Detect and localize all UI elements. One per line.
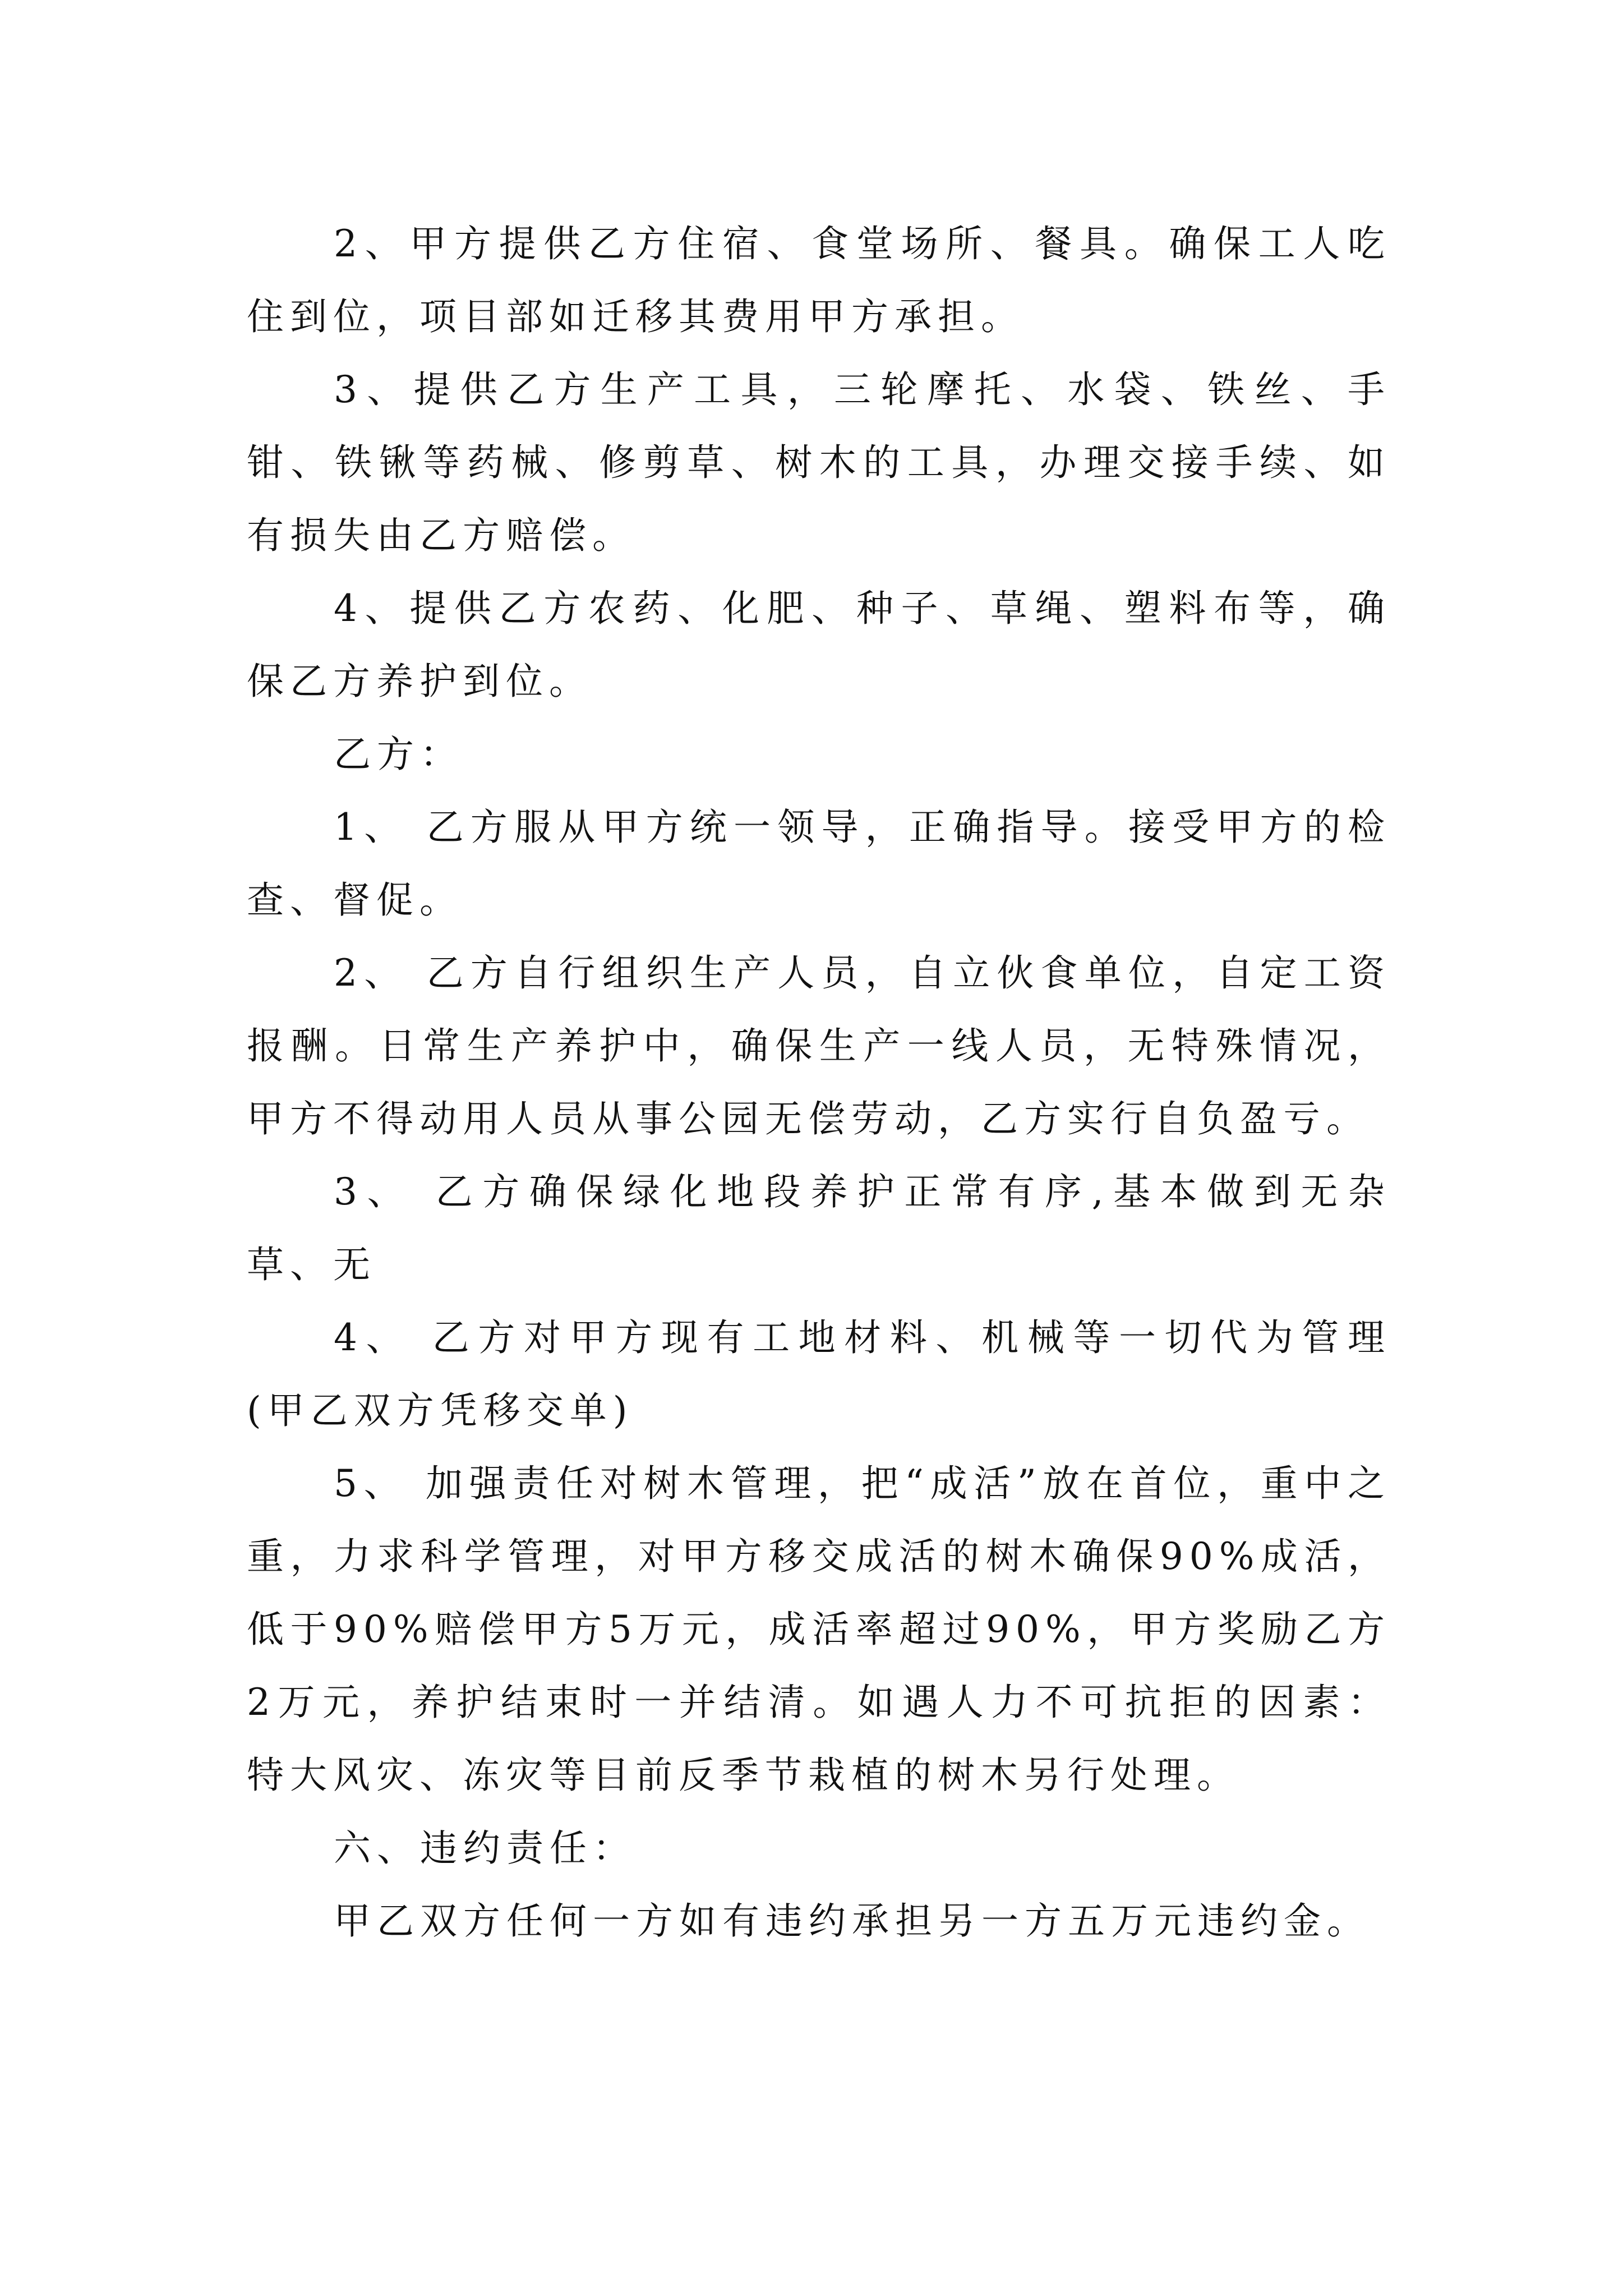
paragraph-party-a-3: 3、提供乙方生产工具，三轮摩托、水袋、铁丝、手钳、铁锹等药械、修剪草、树木的工具，办理交接手续、如有损失由乙方赔偿。 bbox=[247, 368, 1391, 557]
paragraph-party-b-3: 3、 乙方确保绿化地段养护正常有序,基本做到无杂草、无 bbox=[247, 1170, 1391, 1286]
paragraph-breach-penalty: 甲乙双方任何一方如有违约承担另一方五万元违约金。 bbox=[334, 1899, 1370, 1943]
paragraph-party-a-2: 2、甲方提供乙方住宿、食堂场所、餐具。确保工人吃住到位，项目部如迁移其费用甲方承担。 bbox=[247, 222, 1391, 338]
paragraph-party-a-4: 4、提供乙方农药、化肥、种子、草绳、塑料布等，确保乙方养护到位。 bbox=[247, 587, 1391, 703]
heading-breach-liability: 六、违约责任： bbox=[334, 1826, 636, 1870]
paragraph-party-b-4: 4、 乙方对甲方现有工地材料、机械等一切代为管理(甲乙双方凭移交单) bbox=[247, 1316, 1391, 1432]
heading-party-b: 乙方： bbox=[334, 733, 463, 776]
document-body bbox=[247, 208, 1391, 1958]
paragraph-party-b-5: 5、 加强责任对树木管理，把“成活”放在首位，重中之重，力求科学管理，对甲方移交成活的树木确保90%成活，低于90%赔偿甲方5万元，成活率超过90%，甲方奖励乙方2万元，养护结束时一并结清。如遇人力不可抗拒的因素：特大风灾、冻灾等目前反季节栽植的树木另行处理。 bbox=[247, 1462, 1391, 1797]
paragraph-party-b-2: 2、 乙方自行组织生产人员，自立伙食单位，自定工资报酬。日常生产养护中，确保生产一线人员，无特殊情况，甲方不得动用人员从事公园无偿劳动，乙方实行自负盈亏。 bbox=[247, 951, 1391, 1140]
paragraph-party-b-1: 1、 乙方服从甲方统一领导，正确指导。接受甲方的检查、督促。 bbox=[247, 806, 1391, 922]
